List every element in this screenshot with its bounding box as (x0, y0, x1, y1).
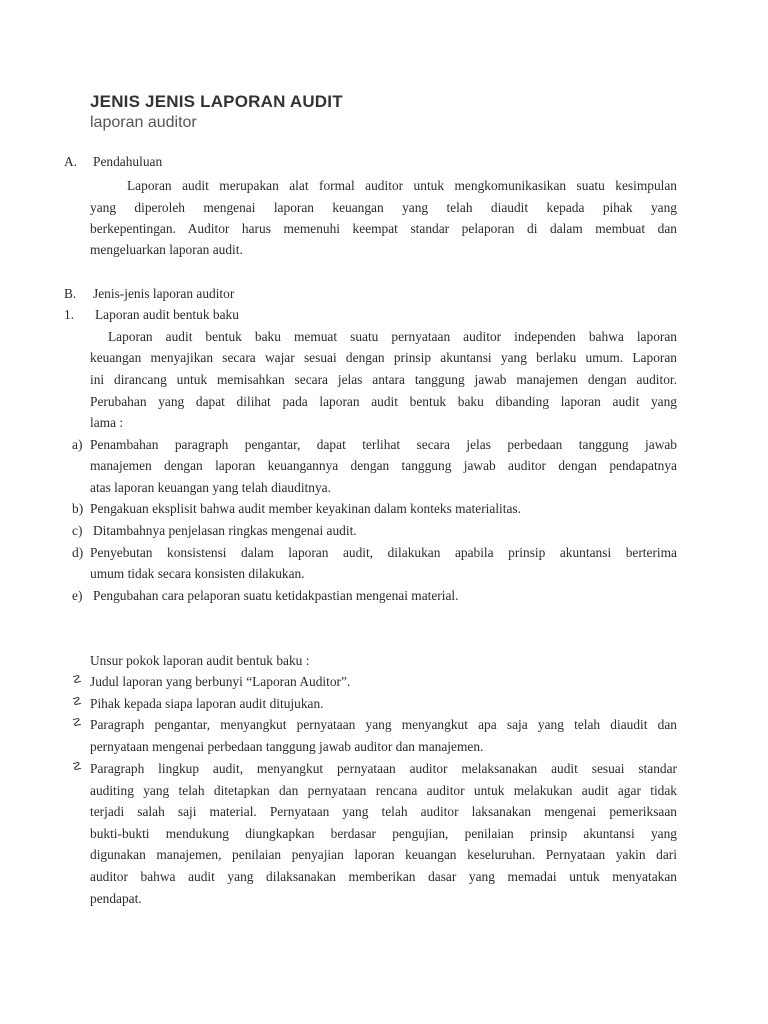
subsection-1-line: lama : (90, 415, 124, 430)
list-item-line: atas laporan keuangan yang telah diauditnya. (90, 480, 331, 495)
section-a-line: Laporan audit merupakan alat formal auditor untuk mengkomunikasikan suatu kesimpulan (127, 178, 677, 193)
unsur-item-line: auditing yang telah ditetapkan dan pernyataan rencana auditor untuk melakukan audit agar tidak (90, 783, 677, 798)
subsection-1-line: Laporan audit bentuk baku memuat suatu pernyataan auditor independen bahwa laporan (108, 329, 677, 344)
subsection-1-heading: Laporan audit bentuk baku (95, 307, 239, 322)
list-item-line: Pengakuan eksplisit bahwa audit member keyakinan dalam konteks materialitas. (90, 501, 521, 516)
list-marker: b) (72, 501, 84, 516)
list-item-line: manajemen dengan laporan keuangannya dengan tanggung jawab auditor dengan pendapatnya (90, 458, 677, 473)
unsur-item-line: terjadi salah saji material. Pernyataan yang telah auditor laksanakan mengenai pemeriksaan (90, 804, 677, 819)
subsection-1-line: ini dirancang untuk memisahkan secara jelas antara tanggung jawab manajemen dengan auditor. (90, 372, 677, 387)
document-title: JENIS JENIS LAPORAN AUDIT (90, 92, 343, 111)
flag-bullet-icon: ☡ (72, 717, 82, 729)
section-a-line: mengeluarkan laporan audit. (90, 242, 243, 257)
list-marker: a) (72, 437, 83, 452)
unsur-item-line: pendapat. (90, 891, 142, 906)
flag-bullet-icon: ☡ (72, 761, 82, 773)
subsection-1-line: Perubahan yang dapat dilihat pada laporan audit bentuk baku dibanding laporan audit yang (90, 394, 677, 409)
flag-bullet-icon: ☡ (72, 674, 82, 686)
unsur-item-line: auditor bahwa audit yang dilaksanakan memberikan dasar yang memadai untuk menyatakan (90, 869, 677, 884)
unsur-item-line: digunakan manajemen, penilaian penyajian laporan keuangan keseluruhan. Pernyataan yakin dari (90, 847, 677, 862)
section-a-heading: Pendahuluan (93, 154, 163, 169)
list-item-line: Penyebutan konsistensi dalam laporan audit, dilakukan apabila prinsip akuntansi berterima (90, 545, 677, 560)
subsection-1-line: keuangan menyajikan secara wajar sesuai dengan prinsip akuntansi yang berlaku umum. Laporan (90, 350, 677, 365)
list-item-line: Ditambahnya penjelasan ringkas mengenai audit. (93, 523, 357, 538)
list-item-line: Penambahan paragraph pengantar, dapat terlihat secara jelas perbedaan tanggung jawab (90, 437, 677, 452)
unsur-heading: Unsur pokok laporan audit bentuk baku : (90, 653, 310, 668)
unsur-item-line: pernyataan mengenai perbedaan tanggung jawab auditor dan manajemen. (90, 739, 484, 754)
list-marker: c) (72, 523, 83, 538)
flag-bullet-icon: ☡ (72, 696, 82, 708)
list-marker: d) (72, 545, 84, 560)
section-b-heading: Jenis-jenis laporan auditor (93, 286, 235, 301)
list-item-line: Pengubahan cara pelaporan suatu ketidakpastian mengenai material. (93, 588, 459, 603)
unsur-item-line: Pihak kepada siapa laporan audit ditujukan. (90, 696, 324, 711)
unsur-item-line: Paragraph lingkup audit, menyangkut pernyataan auditor melaksanakan audit sesuai standar (90, 761, 677, 776)
document-subtitle: laporan auditor (90, 114, 197, 131)
unsur-item-line: bukti-bukti mendukung diungkapkan berdasar pengujian, penilaian prinsip akuntansi yang (90, 826, 677, 841)
section-b-marker: B. (64, 286, 77, 301)
list-marker: e) (72, 588, 83, 603)
section-a-line: yang diperoleh mengenai laporan keuangan yang telah diaudit kepada pihak yang (90, 200, 677, 215)
section-a-marker: A. (64, 154, 78, 169)
section-a-line: berkepentingan. Auditor harus memenuhi keempat standar pelaporan di dalam membuat dan (90, 221, 677, 236)
unsur-item-line: Judul laporan yang berbunyi “Laporan Auditor”. (90, 674, 351, 689)
list-item-line: umum tidak secara konsisten dilakukan. (90, 566, 305, 581)
unsur-item-line: Paragraph pengantar, menyangkut pernyataan yang menyangkut apa saja yang telah diaudit dan (90, 717, 677, 732)
subsection-1-marker: 1. (64, 307, 75, 322)
